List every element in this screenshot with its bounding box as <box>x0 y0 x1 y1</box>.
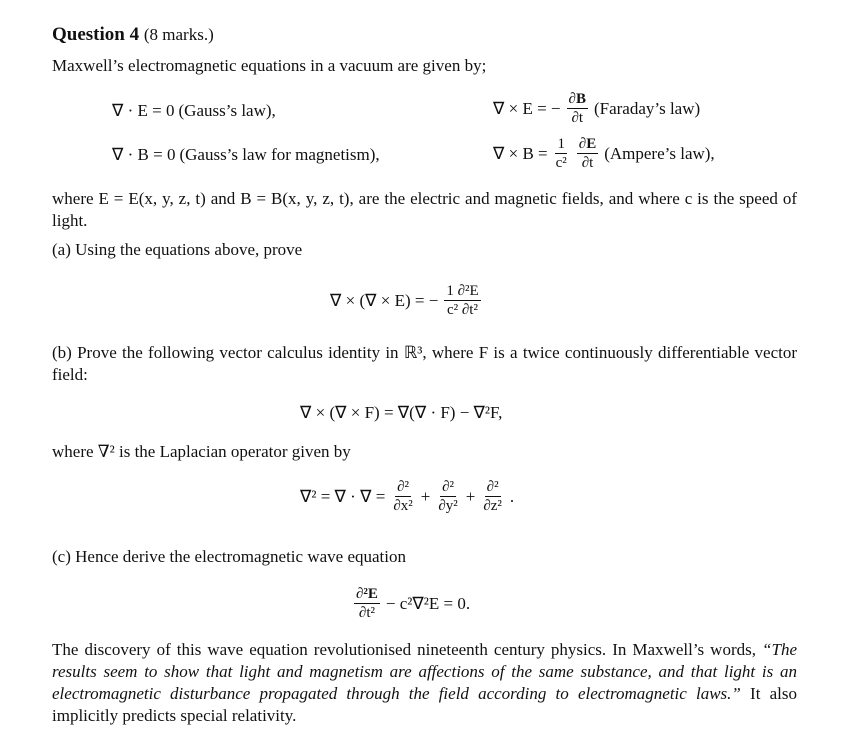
fields-description: where E = E(x, y, z, t) and B = B(x, y, z, t), are the electric and magnetic fields, and where c is the speed of light. <box>52 189 797 230</box>
laplacian-x-num: ∂² <box>397 479 409 495</box>
laplacian-period: . <box>509 486 515 506</box>
wave-fraction <box>354 585 380 622</box>
part-a-denominator: c² ∂t² <box>446 302 478 318</box>
gauss-law-label: (Gauss’s law), <box>178 101 276 120</box>
wave-denominator: ∂t² <box>358 605 375 621</box>
gauss-law-equation <box>112 101 276 121</box>
part-a-fraction <box>444 282 480 319</box>
ampere-law-equation <box>493 135 715 172</box>
laplacian-term-y <box>436 478 459 515</box>
faraday-fraction <box>567 90 588 127</box>
laplacian-z-den: ∂z² <box>483 498 502 514</box>
wave-equation <box>352 585 470 622</box>
ampere-fraction-2 <box>577 135 598 172</box>
laplacian-plus-1: + <box>420 486 431 506</box>
faraday-lhs: ∇ × E = − <box>493 98 561 118</box>
laplacian-term-z <box>481 478 504 515</box>
gauss-law-lhs: ∇ · E = 0 <box>112 101 175 120</box>
part-c-text: (c) Hence derive the electromagnetic wave equation <box>52 547 406 566</box>
intro-text: Maxwell’s electromagnetic equations in a vacuum are given by; <box>52 56 487 75</box>
closing-paragraph <box>52 639 797 727</box>
laplacian-z-num: ∂² <box>486 479 499 495</box>
gauss-magnetism-lhs: ∇ · B = 0 <box>112 145 176 164</box>
laplacian-y-den: ∂y² <box>438 498 458 514</box>
laplacian-equation <box>300 478 514 515</box>
gauss-magnetism-equation <box>112 145 380 165</box>
laplacian-term-x <box>391 478 414 515</box>
ampere-num2: ∂E <box>578 136 597 152</box>
ampere-den1: c² <box>555 155 567 171</box>
part-b-text: (b) Prove the following vector calculus identity in ℝ³, where F is a twice continuously differentiable vector field: <box>52 343 797 384</box>
question-label: Question 4 <box>52 24 140 45</box>
ampere-num1: 1 <box>557 136 565 152</box>
faraday-law-equation <box>493 90 700 127</box>
wave-rest: − c²∇²E = 0. <box>385 593 471 613</box>
ampere-lhs: ∇ × B = <box>493 143 548 163</box>
curl-curl-identity: ∇ × (∇ × F) = ∇(∇ · F) − ∇²F, <box>300 403 503 422</box>
closing-text-2: It also implicitly predicts special relativity. <box>52 684 797 725</box>
question-title <box>52 24 214 46</box>
question-marks: (8 marks.) <box>143 25 214 44</box>
maxwell-quote: “The results seem to show that light and magnetism are affections of the same substance, and that light is an electromagnetic disturbance propagated through the field according to electromagnetic laws.” <box>52 640 797 703</box>
part-a-text: (a) Using the equations above, prove <box>52 240 303 259</box>
ampere-label: (Ampere’s law), <box>604 143 715 163</box>
part-a-equation <box>330 282 483 319</box>
laplacian-plus-2: + <box>465 486 476 506</box>
part-a-lhs: ∇ × (∇ × E) = − <box>330 290 439 310</box>
laplacian-where-text: where ∇² is the Laplacian operator given by <box>52 442 351 461</box>
ampere-den2: ∂t <box>581 155 594 171</box>
wave-numerator: ∂²E <box>356 586 378 602</box>
ampere-fraction-1 <box>554 135 569 172</box>
faraday-numerator: ∂B <box>568 91 586 107</box>
gauss-magnetism-label: (Gauss’s law for magnetism), <box>179 145 380 164</box>
closing-text-1: The discovery of this wave equation revolutionised nineteenth century physics. In Maxwell’s words, <box>52 640 756 659</box>
faraday-label: (Faraday’s law) <box>593 98 701 118</box>
faraday-denominator: ∂t <box>571 110 584 126</box>
laplacian-lhs: ∇² = ∇ · ∇ = <box>300 486 386 506</box>
laplacian-y-num: ∂² <box>442 479 454 495</box>
part-a-numerator: 1 ∂²E <box>446 283 479 299</box>
laplacian-x-den: ∂x² <box>393 498 413 514</box>
